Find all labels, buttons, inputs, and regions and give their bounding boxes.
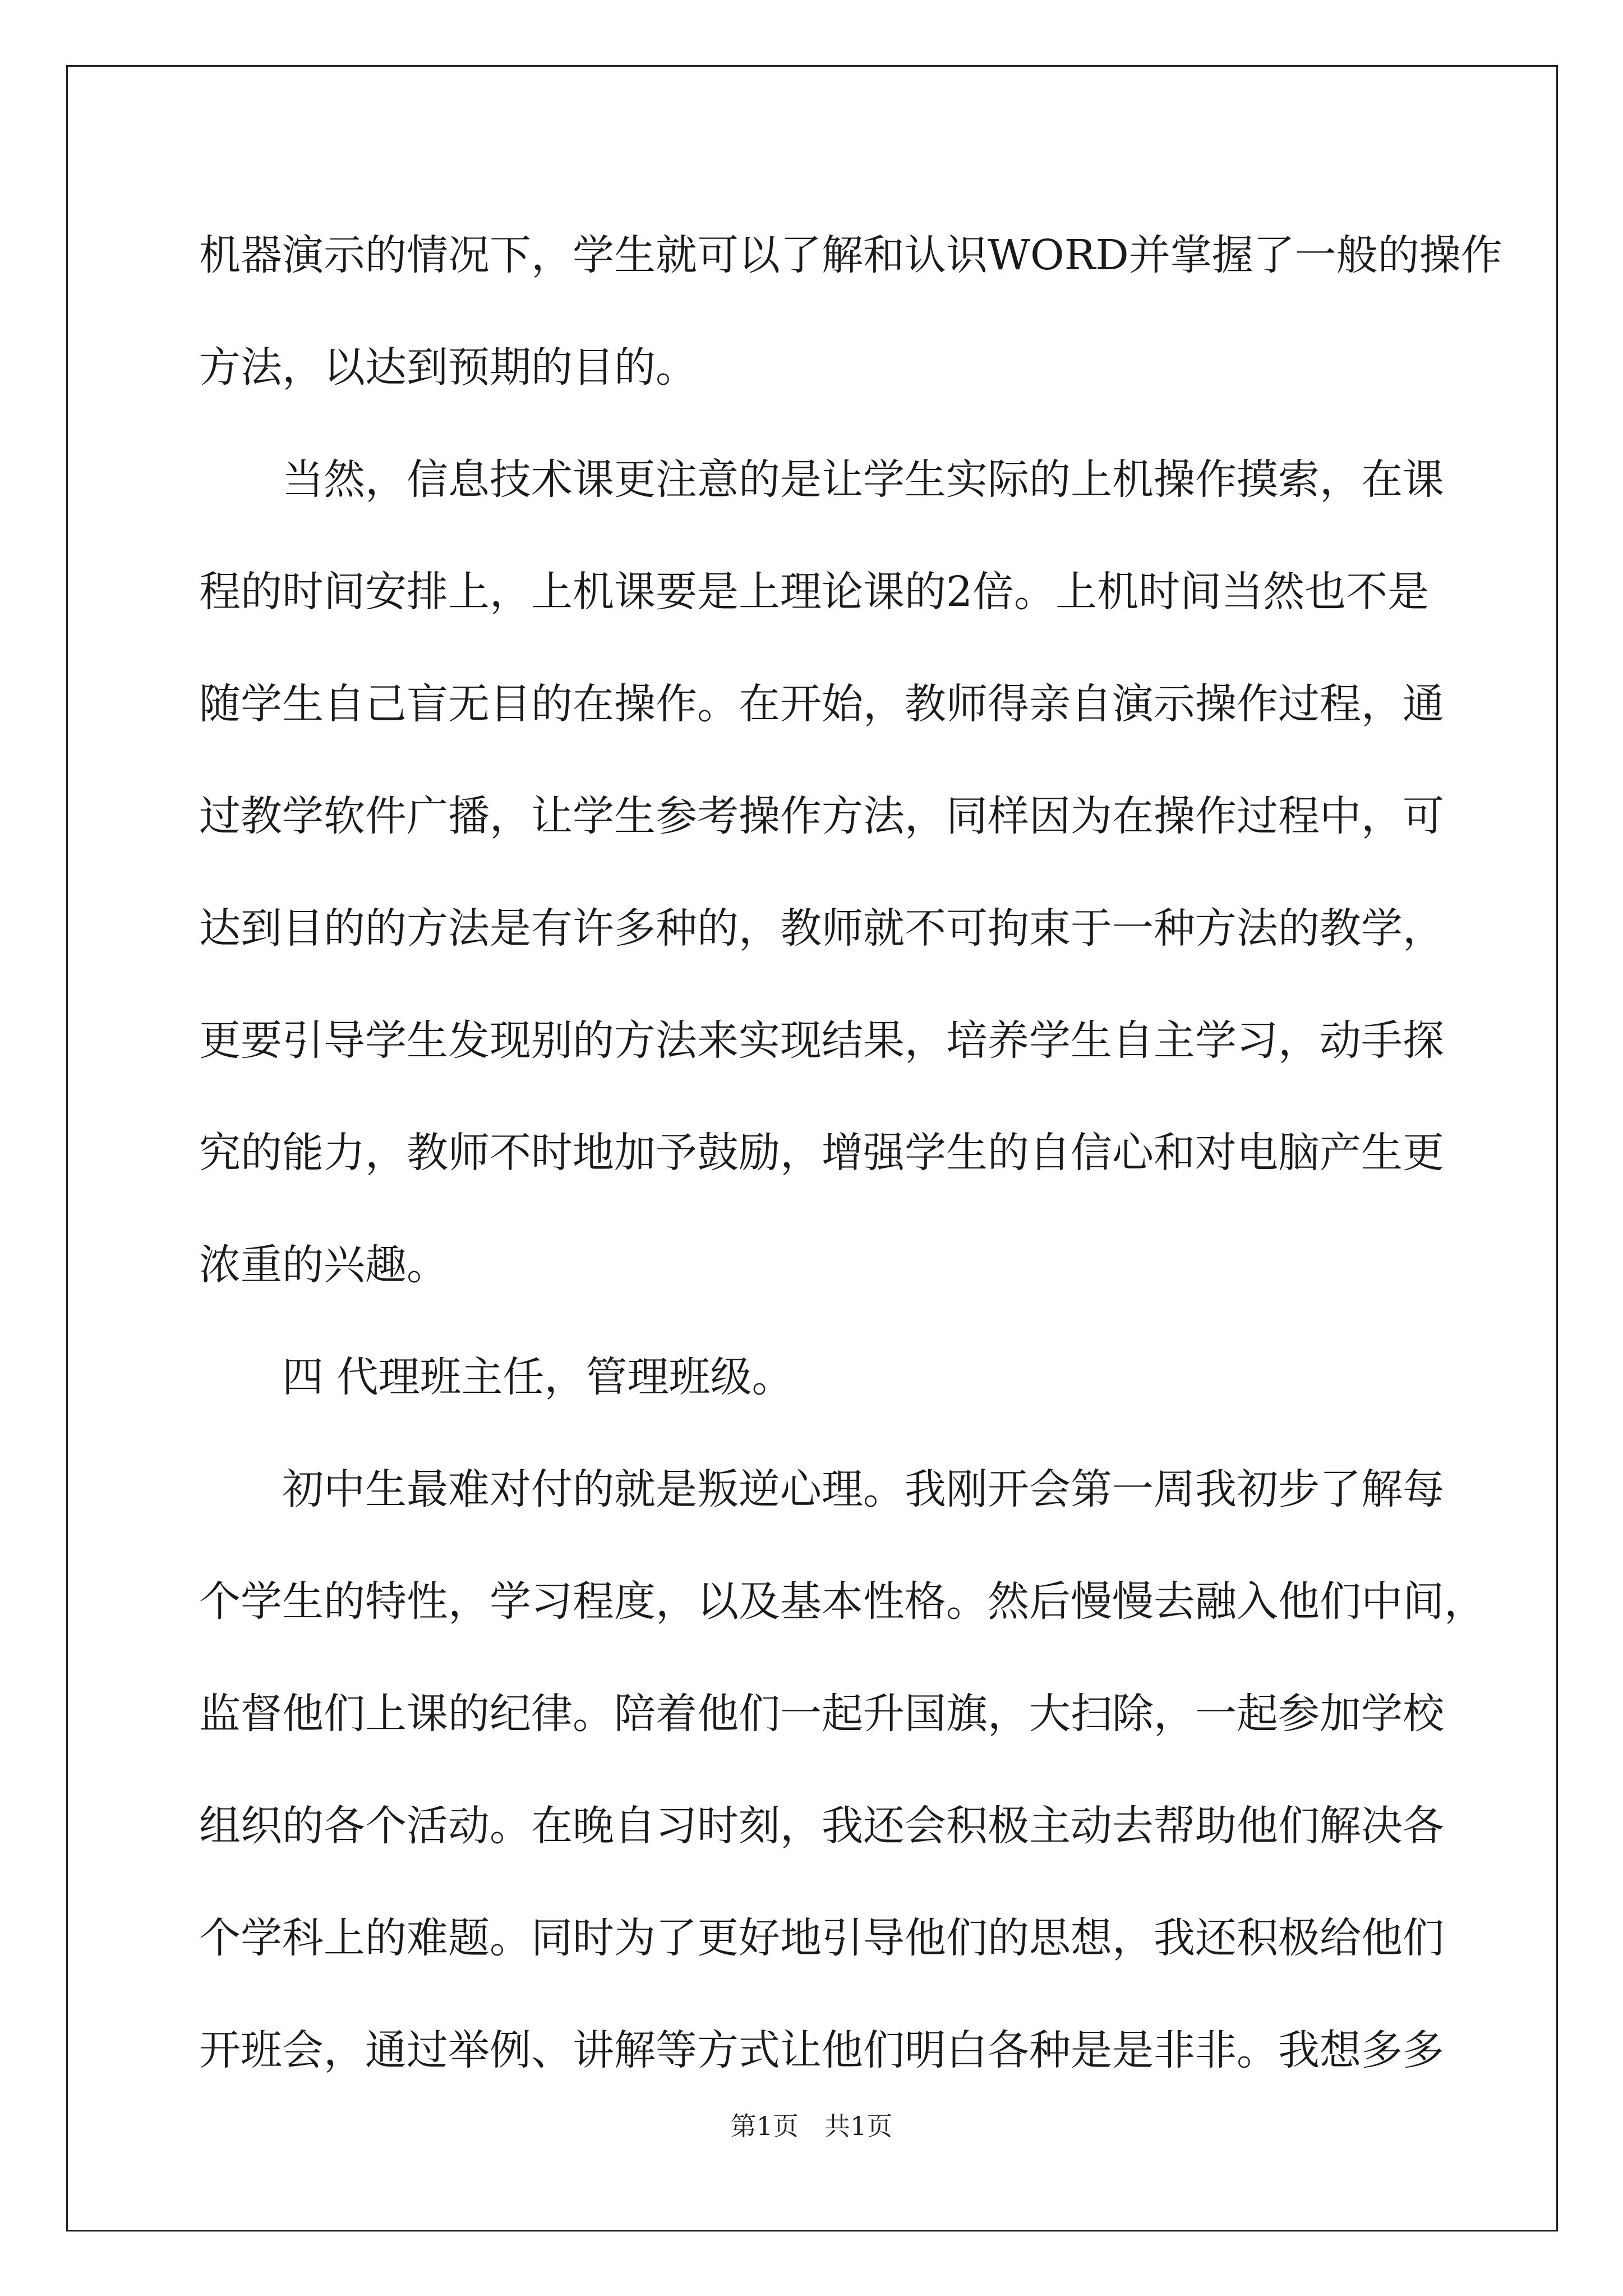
text-line: 浓重的兴趣。: [199, 1241, 448, 1289]
text-line: 个学生的特性，学习程度，以及基本性格。然后慢慢去融入他们中间，: [199, 1577, 1486, 1626]
section-heading: 四 代理班主任，管理班级。: [282, 1353, 794, 1401]
paragraph-start-line: 当然，信息技术课更注意的是让学生实际的上机操作摸索，在课: [282, 455, 1444, 504]
text-line: 组织的各个活动。在晚自习时刻，我还会积极主动去帮助他们解决各: [199, 1802, 1444, 1850]
paragraph-start-line: 初中生最难对付的就是叛逆心理。我刚开会第一周我初步了解每: [282, 1465, 1444, 1513]
text-line: 达到目的的方法是有许多种的，教师就不可拘束于一种方法的教学，: [199, 904, 1444, 953]
document-body: [199, 213, 1502, 2120]
text-line: 究的能力，教师不时地加予鼓励，增强学生的自信心和对电脑产生更: [199, 1129, 1444, 1177]
page-number-footer: 第1页 共1页: [730, 2111, 893, 2141]
text-line: 程的时间安排上，上机课要是上理论课的2倍。上机时间当然也不是: [199, 568, 1430, 616]
text-line: 更要引导学生发现别的方法来实现结果，培养学生自主学习，动手探: [199, 1016, 1444, 1065]
text-line: 个学科上的难题。同时为了更好地引导他们的思想，我还积极给他们: [199, 1914, 1444, 1962]
text-line: 开班会，通过举例、讲解等方式让他们明白各种是是非非。我想多多: [199, 2026, 1444, 2074]
text-line: 过教学软件广播，让学生参考操作方法，同样因为在操作过程中，可: [199, 792, 1444, 840]
text-line: 监督他们上课的纪律。陪着他们一起升国旗，大扫除，一起参加学校: [199, 1690, 1444, 1738]
text-line: 方法，以达到预期的目的。: [199, 343, 697, 392]
text-line: 机器演示的情况下，学生就可以了解和认识WORD并掌握了一般的操作: [199, 231, 1502, 279]
text-line: 随学生自己盲无目的在操作。在开始，教师得亲自演示操作过程，通: [199, 680, 1444, 728]
